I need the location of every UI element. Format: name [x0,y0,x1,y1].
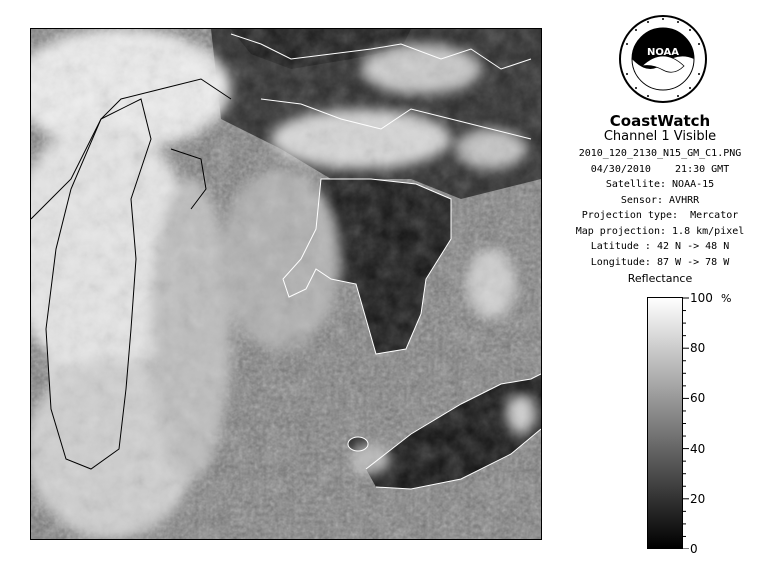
tick-label: 80 [690,341,706,356]
datetime-text: 04/30/2010 21:30 GMT [590,163,730,175]
legend-title: Reflectance [627,272,693,285]
tick-label: 100 [690,291,713,305]
channel-title: Channel 1 Visible [603,129,717,144]
tick-label: 60 [690,391,706,406]
product-title: CoastWatch [609,112,711,130]
sensor-text: Sensor: AVHRR [620,194,700,206]
filename-text: 2010_120_2130_N15_GM_C1.PNG [578,148,742,159]
tick-label: 0 [690,542,698,556]
projection-type-text: Projection type: Mercator [581,210,739,221]
noaa-logo [618,14,708,104]
colorbar [647,297,683,549]
satellite-image [30,28,542,540]
legend-unit: % [721,292,732,305]
latitude-text: Latitude : 42 N -> 48 N [590,241,730,252]
noaa-seal-icon [618,14,708,104]
map-projection-text: Map projection: 1.8 km/pixel [575,225,745,237]
logo-text: NOAA [646,47,680,58]
longitude-text: Longitude: 87 W -> 78 W [590,256,730,268]
satellite-text: Satellite: NOAA-15 [605,179,715,190]
satellite-image-svg [31,29,541,539]
tick-label: 20 [690,491,706,506]
metadata-block [560,146,760,270]
tick-label: 40 [690,441,706,456]
colorbar-ticks [683,297,743,549]
